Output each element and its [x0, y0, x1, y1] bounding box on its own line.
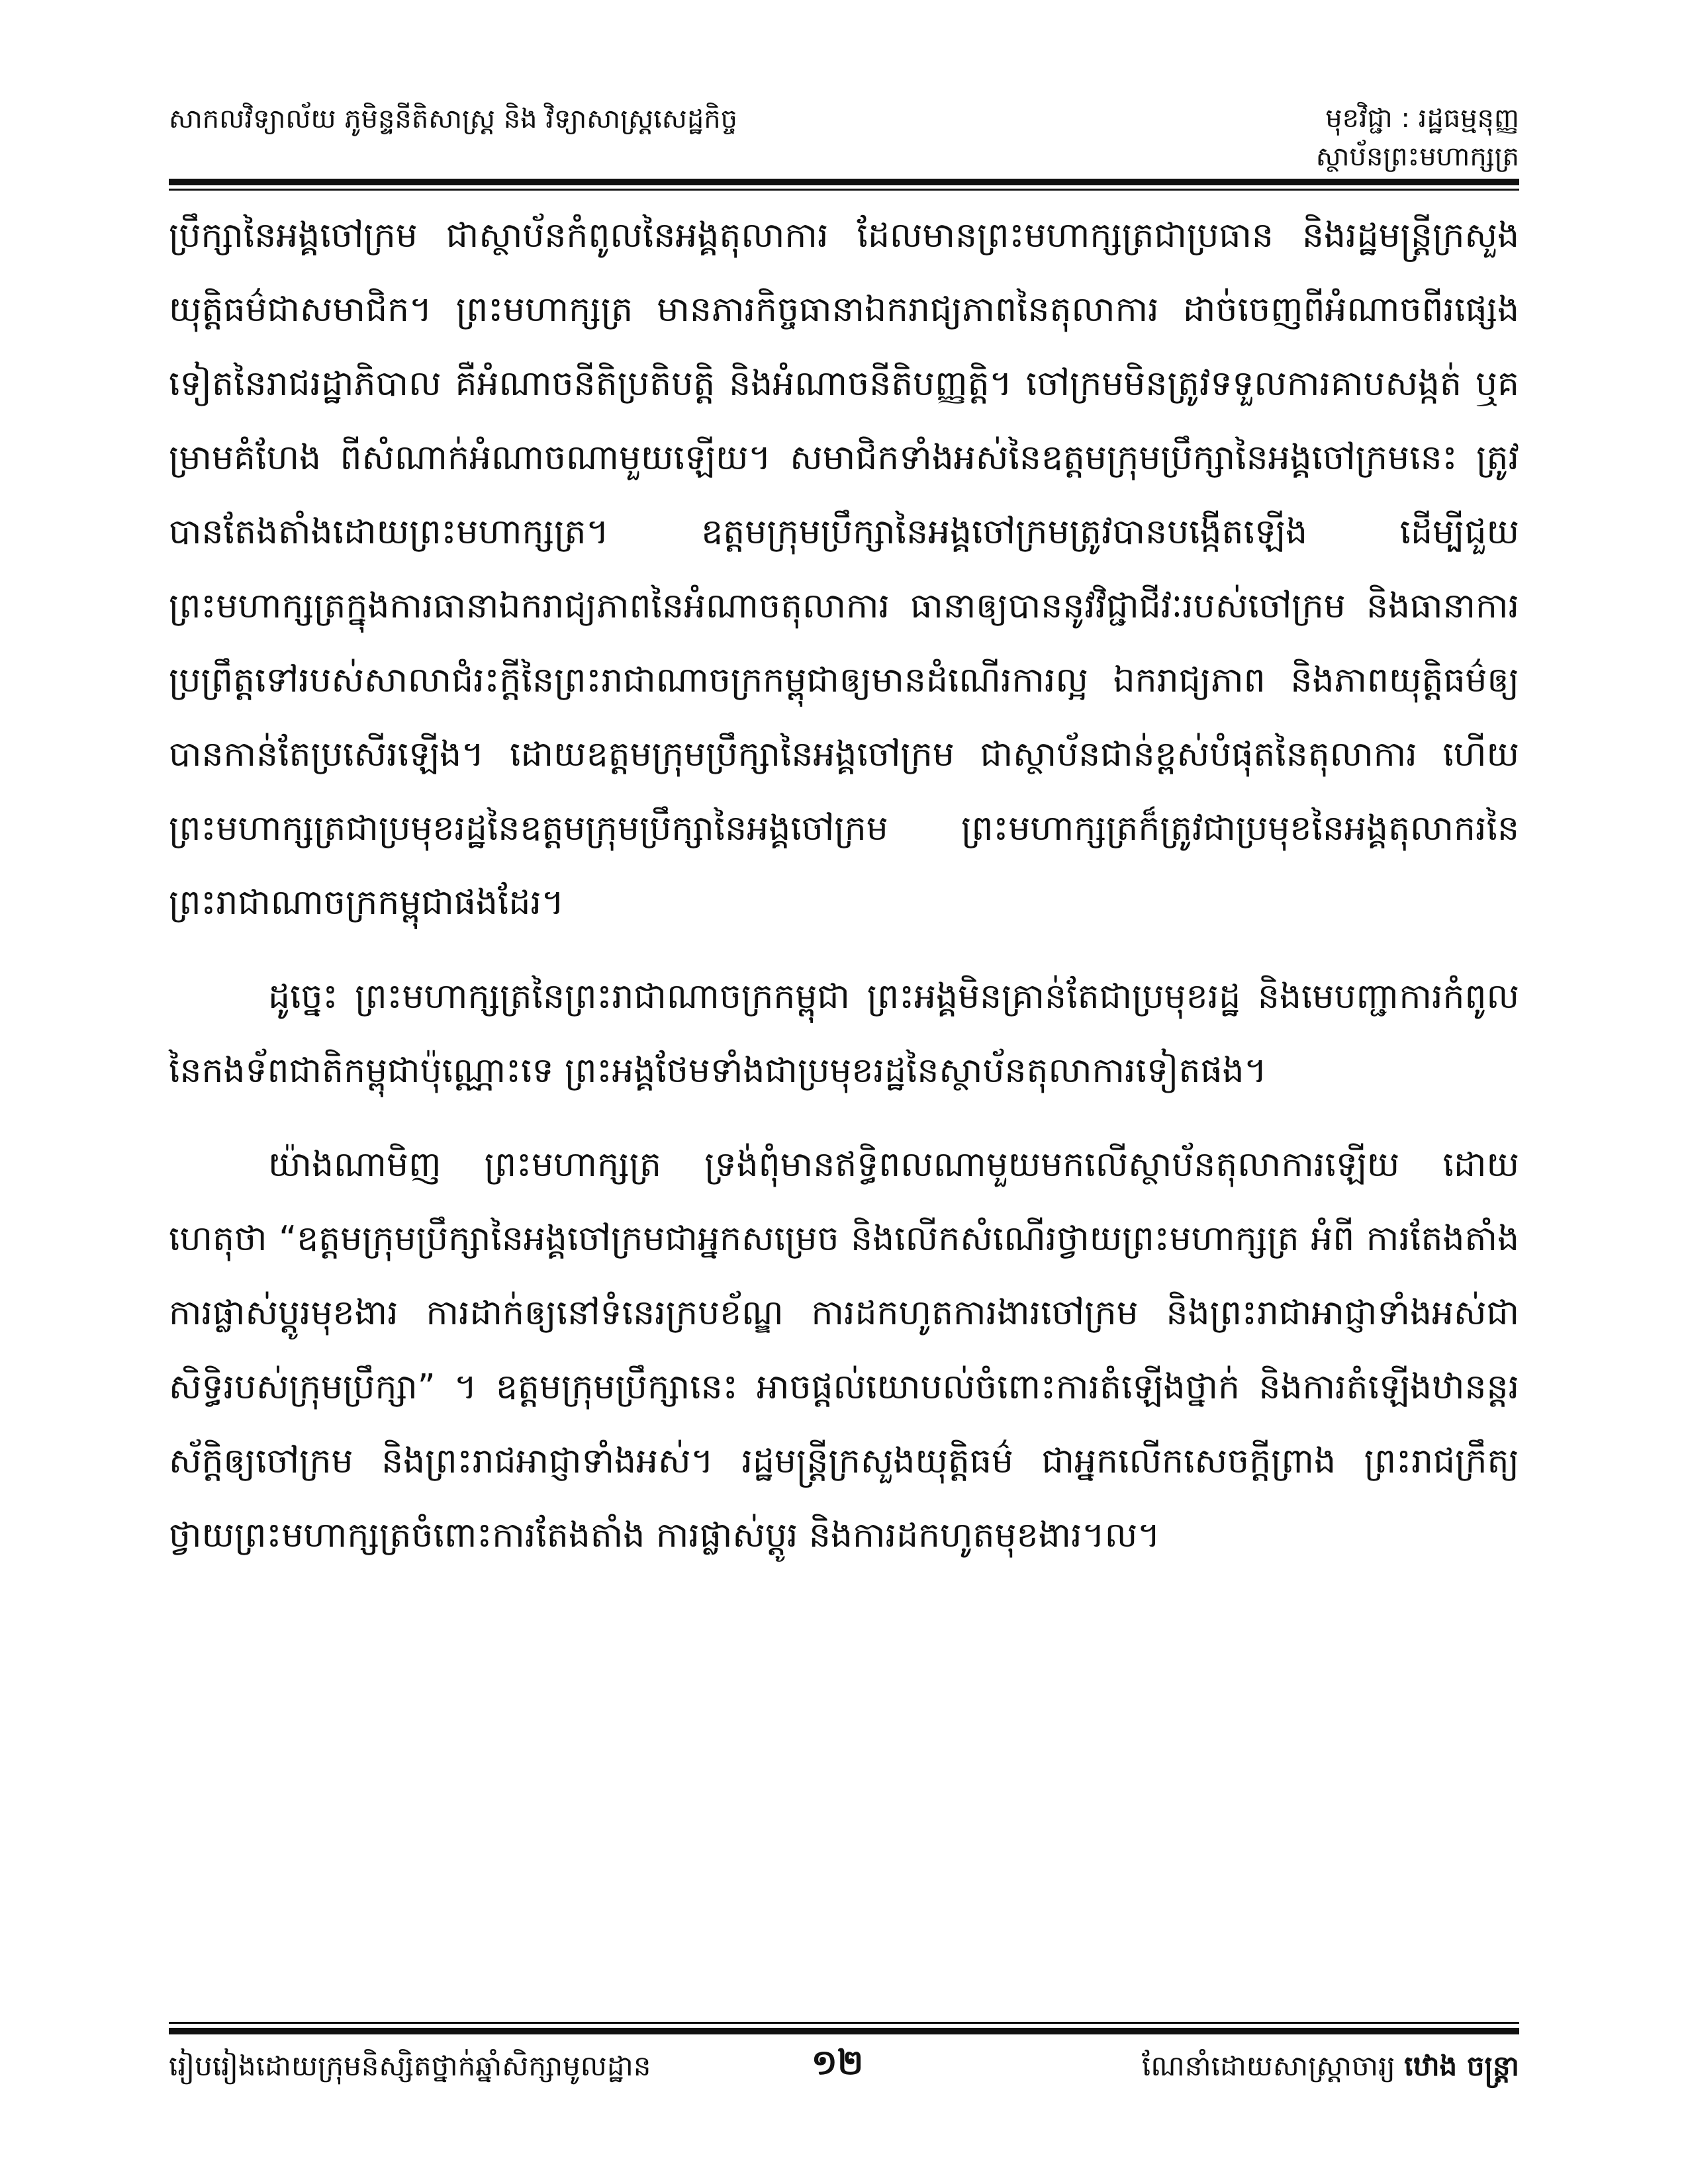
footer-rule-thin: [169, 2022, 1519, 2024]
page-number: ១២: [811, 2043, 864, 2083]
footer-authors: រៀបរៀងដោយក្រុមនិស្សិតថ្នាក់ឆ្នាំសិក្សាមូលដ្ឋាន: [169, 2050, 651, 2082]
body-paragraph-2: ដូច្នេះ ព្រះមហាក្សត្រនៃព្រះរាជាណាចក្រកម្ពុជា ព្រះអង្គមិនគ្រាន់តែជាប្រមុខរដ្ឋ និងមេបញ្ជាការកំពូលនៃកងទ័ពជាតិកម្ពុជាប៉ុណ្ណោះទេ ព្រះអង្គថែមទាំងជាប្រមុខរដ្ឋនៃស្ថាប័នតុលាការទៀតផង។: [169, 977, 1519, 1091]
footer-rule-thick: [169, 2028, 1519, 2034]
header-university-name: សាកលវិទ្យាល័យ ភូមិន្ទនីតិសាស្ត្រ និង វិទ្យាសាស្ត្រសេដ្ឋកិច្ច: [169, 104, 738, 134]
header-rule-thin: [169, 189, 1519, 191]
header-subject: មុខវិជ្ជា : រដ្ឋធម្មនុញ្ញ: [1325, 103, 1519, 134]
header-subject-block: [1316, 99, 1519, 176]
header-rule-thick: [169, 179, 1519, 185]
footer-advisor-name: ឋោង ចន្ត្រា: [1404, 2050, 1519, 2082]
footer-advisor: [1142, 2045, 1519, 2087]
page-body: [169, 199, 1519, 1572]
body-paragraph-3: យ៉ាងណាមិញ ព្រះមហាក្សត្រ ទ្រង់ពុំមានឥទ្ធិពលណាមួយមកលើស្ថាប័នតុលាការឡើយ ដោយហេតុថា “ឧត្តមក្រុមប្រឹក្សានៃអង្គចៅក្រមជាអ្នកសម្រេច និងលើកសំណើរថ្វាយព្រះមហាក្សត្រ អំពី ការតែងតាំង ការផ្លាស់ប្តូរមុខងារ ការដាក់ឲ្យនៅទំនេរក្របខ័ណ្ឌ ការដកហូតការងារចៅក្រម និងព្រះរាជាអាជ្ញាទាំងអស់ជាសិទ្ធិរបស់ក្រុមប្រឹក្សា” ។ ឧត្តមក្រុមប្រឹក្សានេះ អាចផ្តល់យោបល់ចំពោះការតំឡើងថ្នាក់ និងការតំឡើងឋានន្តរស័ក្តិឲ្យចៅក្រម និងព្រះរាជអាជ្ញាទាំងអស់។ រដ្ឋមន្ត្រីក្រសួងយុត្តិធម៌ ជាអ្នកលើកសេចក្តីព្រាង ព្រះរាជក្រឹត្យ ថ្វាយព្រះមហាក្សត្រចំពោះការតែងតាំង ការផ្លាស់ប្តូរ និងការដកហូតមុខងារ។ល។: [169, 1145, 1519, 1555]
header-topic: ស្ថាប័នព្រះមហាក្សត្រ: [1315, 142, 1519, 172]
body-paragraph-1: ប្រឹក្សានៃអង្គចៅក្រម ជាស្ថាប័នកំពូលនៃអង្គតុលាការ ដែលមានព្រះមហាក្សត្រជាប្រធាន និងរដ្ឋមន្ត្រីក្រសួងយុត្តិធម៌ជាសមាជិក។ ព្រះមហាក្សត្រ មានភារកិច្ចធានាឯករាជ្យភាពនៃតុលាការ ដាច់ចេញពីអំណាចពីរផ្សេងទៀតនៃរាជរដ្ឋាភិបាល គឺអំណាចនីតិប្រតិបត្តិ និងអំណាចនីតិបញ្ញត្តិ។ ចៅក្រមមិនត្រូវទទួលការគាបសង្កត់ ឬគម្រាមគំហែង ពីសំណាក់អំណាចណាមួយឡើយ។ សមាជិកទាំងអស់នៃឧត្តមក្រុមប្រឹក្សានៃអង្គចៅក្រមនេះ ត្រូវបានតែងតាំងដោយព្រះមហាក្សត្រ។ ឧត្តមក្រុមប្រឹក្សានៃអង្គចៅក្រមត្រូវបានបង្កើតឡើង ដើម្បីជួយព្រះមហាក្សត្រក្នុងការធានាឯករាជ្យភាពនៃអំណាចតុលាការ ធានាឲ្យបាននូវវិជ្ជាជីវៈរបស់ចៅក្រម និងធានាការប្រព្រឹត្តទៅរបស់សាលាជំរះក្តីនៃព្រះរាជាណាចក្រកម្ពុជាឲ្យមានដំណើរការល្អ ឯករាជ្យភាព និងភាពយុត្តិធម៌ឲ្យបានកាន់តែប្រសើរឡើង។ ដោយឧត្តមក្រុមប្រឹក្សានៃអង្គចៅក្រម ជាស្ថាប័នជាន់ខ្ពស់បំផុតនៃតុលាការ ហើយព្រះមហាក្សត្រជាប្រមុខរដ្ឋនៃឧត្តមក្រុមប្រឹក្សានៃអង្គចៅក្រម ព្រះមហាក្សត្រក៏ត្រូវជាប្រមុខនៃអង្គតុលាករនៃព្រះរាជាណាចក្រកម្ពុជាផងដែរ។: [169, 216, 1519, 923]
footer-advisor-label: ណែនាំដោយសាស្ត្រាចារ្យ: [1141, 2050, 1395, 2082]
